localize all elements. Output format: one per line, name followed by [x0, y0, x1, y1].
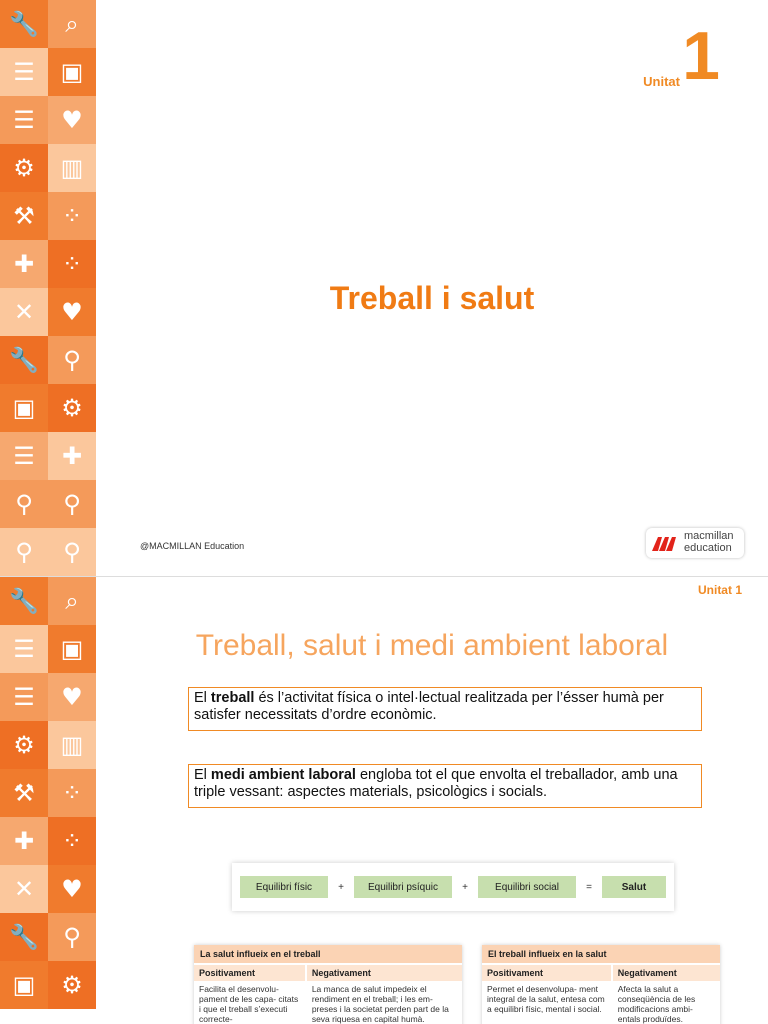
document-icon: ✕ — [0, 288, 48, 336]
wrench-icon: 🔧 — [0, 577, 48, 625]
definition-term: treball — [210, 690, 255, 706]
table-column — [194, 965, 305, 1024]
gear-icon: ⚙ — [48, 961, 96, 1009]
gear-icon: ⚙ — [0, 721, 48, 769]
macmillan-logo — [646, 528, 744, 558]
heart-icon: ♥ — [48, 673, 96, 721]
logo-line1: macmillan — [684, 530, 734, 543]
column-text: Afecta la salut a conseqüència de les modificacions ambi- entals produïdes. — [617, 984, 696, 1024]
column-text: Facilita el desenvolu- pament de les capa- citats i que el treball s’executi correcte- — [199, 984, 299, 1024]
definition-text: engloba tot el que envolta el treballador, amb una triple vessant: aspectes materials, psicològics i socials. — [194, 767, 678, 800]
unit-number: 1 — [682, 18, 720, 94]
equation-operator: + — [462, 881, 468, 893]
people-icon: ⚲ — [48, 528, 96, 576]
table-work-on-health — [482, 945, 720, 1024]
logo-text — [684, 531, 734, 554]
equation-operator: = — [586, 881, 592, 893]
heart-icon: ♥ — [48, 288, 96, 336]
lines-icon: ☰ — [0, 673, 48, 721]
people-icon: ⚲ — [48, 480, 96, 528]
icon-strip — [0, 0, 96, 576]
table-column — [613, 965, 720, 1024]
people-grid-icon: ⁘ — [48, 769, 96, 817]
lines-icon: ☰ — [0, 48, 48, 96]
briefcase-icon: ▣ — [48, 48, 96, 96]
heart-icon: ♥ — [48, 865, 96, 913]
table-health-on-work — [194, 945, 462, 1024]
briefcase-icon: ▣ — [48, 625, 96, 673]
table-column — [307, 965, 462, 1024]
definition-treball — [188, 687, 702, 731]
magnifier-icon: ⌕ — [48, 0, 96, 48]
definition-term: medi ambient laboral — [210, 767, 356, 783]
people-icon: ⚲ — [48, 336, 96, 384]
table-column — [482, 965, 611, 1024]
slide-content — [0, 576, 768, 1024]
wrench-icon: 🔧 — [0, 913, 48, 961]
lines-icon: ☰ — [0, 625, 48, 673]
chart-icon: ▥ — [48, 144, 96, 192]
copyright: @MACMILLAN Education — [140, 541, 245, 551]
logo-line2: education — [684, 542, 732, 554]
equation-operator: + — [338, 881, 344, 893]
column-header: Positivament — [482, 965, 611, 981]
chart-icon: ▥ — [48, 721, 96, 769]
table-columns — [482, 965, 720, 1024]
definition-prefix: El — [194, 690, 211, 706]
column-text: Permet el desenvolupa- ment integral de la salut, entesa com a equilibri físic, mental i social. — [487, 984, 605, 1014]
icon-strip — [0, 577, 96, 1024]
table-columns — [194, 965, 462, 1024]
hammer-icon: ⚒ — [0, 192, 48, 240]
column-text: La manca de salut impedeix el rendiment en el treball; i les em- preses i la societat perden part de la seva riquesa en capital humà. — [311, 984, 449, 1024]
syringe-icon: ✚ — [0, 240, 48, 288]
people-icon: ⚲ — [0, 528, 48, 576]
column-header: Positivament — [194, 965, 305, 981]
unit-label: Unitat — [643, 74, 680, 89]
section-title: Treball, salut i medi ambient laboral — [195, 629, 669, 662]
health-equation — [232, 863, 674, 911]
hammer-icon: ⚒ — [0, 769, 48, 817]
table-header: El treball influeix en la salut — [482, 945, 720, 963]
gear-icon: ⚙ — [48, 384, 96, 432]
unit-label: Unitat 1 — [697, 583, 742, 597]
lines-icon: ☰ — [0, 96, 48, 144]
gear-icon: ⚙ — [0, 144, 48, 192]
wrench-icon: 🔧 — [0, 0, 48, 48]
syringe-icon: ✚ — [48, 432, 96, 480]
table-header: La salut influeix en el treball — [194, 945, 462, 963]
macmillan-logo-icon — [650, 533, 680, 553]
people-icon: ⚲ — [48, 913, 96, 961]
equation-item: Equilibri psíquic — [354, 876, 452, 898]
people-grid-icon: ⁘ — [48, 240, 96, 288]
people-grid-icon: ⁘ — [48, 817, 96, 865]
definition-prefix: El — [194, 767, 211, 783]
equation-result: Salut — [602, 876, 666, 898]
people-grid-icon: ⁘ — [48, 192, 96, 240]
people-icon: ⚲ — [0, 480, 48, 528]
document-icon: ✕ — [0, 865, 48, 913]
syringe-icon: ✚ — [0, 817, 48, 865]
column-header: Negativament — [613, 965, 720, 981]
heart-icon: ♥ — [48, 96, 96, 144]
slide-title-text: Treball i salut — [329, 280, 535, 316]
definition-text: és l’activitat física o intel·lectual realitzada per l’ésser humà per satisfer necessitats d’ordre econòmic. — [194, 690, 664, 723]
column-header: Negativament — [307, 965, 462, 981]
equation-item: Equilibri físic — [240, 876, 328, 898]
wrench-icon: 🔧 — [0, 336, 48, 384]
definition-medi-ambient — [188, 764, 702, 808]
briefcase-icon: ▣ — [0, 961, 48, 1009]
lines-icon: ☰ — [0, 432, 48, 480]
equation-item: Equilibri social — [478, 876, 576, 898]
magnifier-icon: ⌕ — [48, 577, 96, 625]
briefcase-icon: ▣ — [0, 384, 48, 432]
